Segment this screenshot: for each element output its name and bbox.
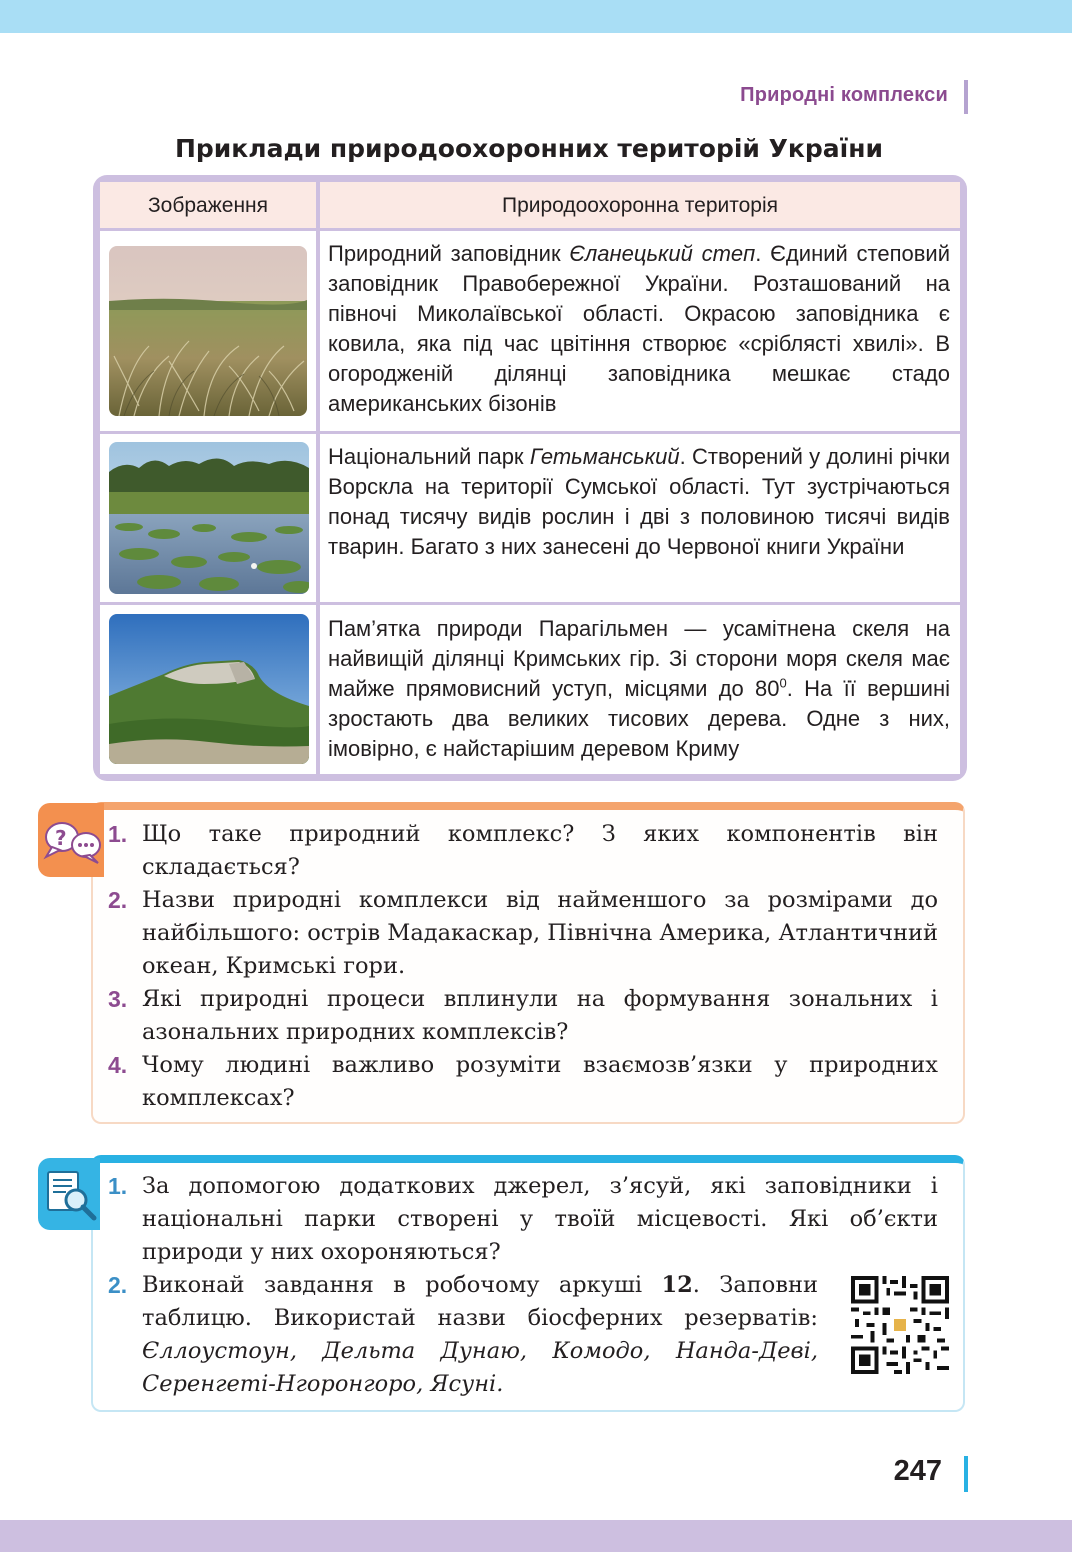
question-item: 2. Назви природні комплекси від найменшого за розмірами до найбільшого: острів Мадакаскар, Північна Америка, Атлантичний океан, Кримські гори. [108, 887, 938, 979]
question-item: 4. Чому людині важливо розуміти взаємозв’язки у природних комплексах? [108, 1052, 938, 1111]
territory-description: Пам’ятка природи Парагільмен — усамітнена скеля на найвищій ділянці Кримських гір. Зі сторони моря скеля має майже прямовисний уступ, місцями до $80^0$. На її вершині зростають два великих тисових дерева. Одне з них, імовірно, є найстарішим деревом Криму [328, 616, 950, 761]
svg-text:?: ? [55, 826, 67, 850]
qr-code[interactable] [851, 1276, 949, 1374]
questions-list [108, 818, 938, 1115]
page-number: 247 [893, 1455, 942, 1487]
river-water-lilies-photo [109, 442, 309, 594]
tasks-list [108, 1170, 938, 1401]
question-item: 3. Які природні процеси вплинули на формування зональних і азональних природних комплексів? [108, 986, 938, 1045]
running-head: Природні комплекси [740, 84, 948, 106]
column-header-territory: Природоохоронна територія [320, 182, 960, 230]
page-number-bar [964, 1456, 968, 1492]
table-row-divider [100, 602, 960, 605]
steppe-grass-photo [109, 246, 307, 416]
crimean-cliff-photo [109, 614, 309, 764]
task-item: 1. За допомогою додаткових джерел, з’ясуй, які заповідники і національні парки створені у твоїй місцевості. Які об’єкти природи у них охороняються? [108, 1173, 938, 1265]
territory-description: Природний заповідник Єланецький степ. Єдиний степовий заповідник Правобережної України. Розташований на півночі Миколаївської області. Окрасою заповідника є ковила, яка під час цвітіння створює «сріблясті хвилі». В огородженій ділянці заповідника мешкає стадо американських бізонів [328, 241, 951, 416]
bottom-color-band [0, 1520, 1072, 1552]
question-dialog-icon [38, 803, 104, 877]
question-item: 1. Що таке природний комплекс? З яких компонентів він складається? [108, 821, 938, 880]
territory-description: Національний парк Гетьманський. Створений у долині річки Ворскла на території Сумської області. Тут зустрічаються понад тисячу видів рослин і дві з половиною тисячі видів тварин. Багато з них занесені до Червоної книги України [328, 444, 950, 559]
top-color-band [0, 0, 1072, 33]
table-column-divider [316, 182, 320, 774]
table-title: Приклади природоохоронних територій України [174, 134, 884, 163]
task-item: 2. Виконай завдання в робочому аркуші 12. Заповни таблицю. Використай назви біосферних резерватів: Єллоустоун, Дельта Дунаю, Комодо, Нанда-Деві, Серенгеті-Нгоронгоро, Ясуні. [108, 1272, 818, 1397]
table-row-divider [100, 228, 960, 231]
column-header-image: Зображення [100, 182, 316, 230]
running-head-bar [964, 80, 968, 114]
document-magnifier-icon [38, 1158, 100, 1230]
table-row-divider [100, 431, 960, 434]
